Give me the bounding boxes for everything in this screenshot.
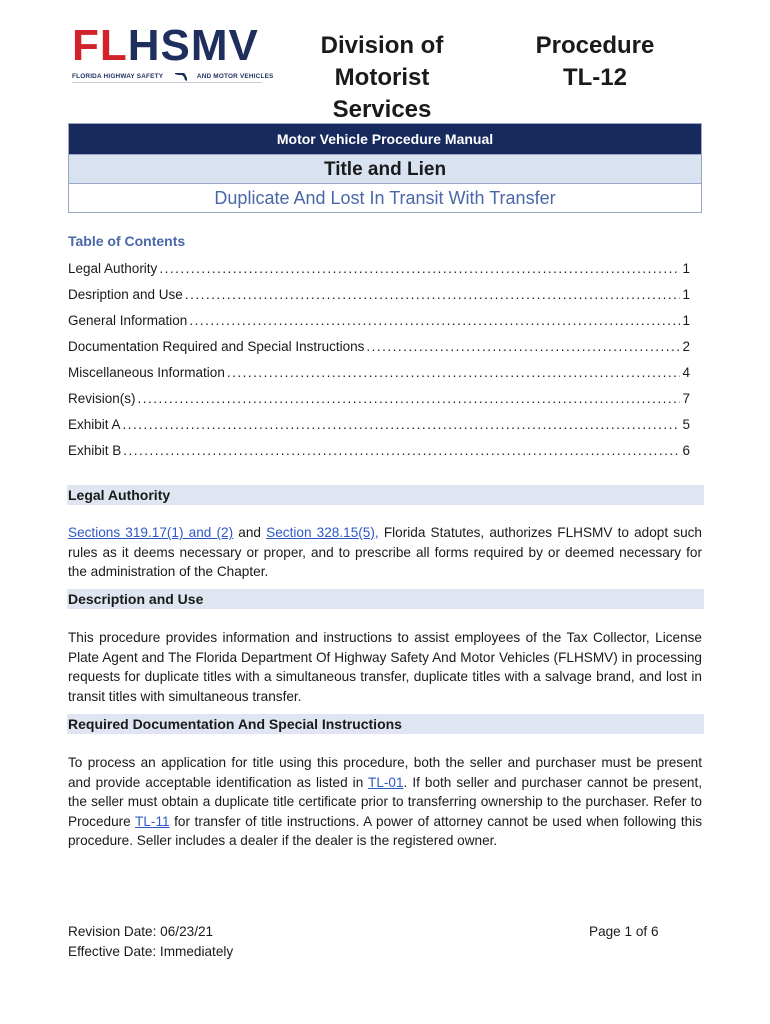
toc-item-page: 1 — [682, 287, 690, 302]
footer-dates — [68, 922, 233, 962]
toc-item-page: 2 — [682, 339, 690, 354]
florida-map-icon — [175, 72, 189, 81]
legal-and: and — [233, 525, 267, 540]
toc-item-page: 7 — [682, 391, 690, 406]
toc-item[interactable] — [68, 440, 690, 466]
division-line-1: Division of — [320, 32, 444, 59]
required-documentation-text — [68, 753, 702, 851]
procedure-line-1: Procedure — [535, 32, 655, 59]
document-subtitle: Duplicate And Lost In Transit With Transfer — [69, 184, 701, 212]
toc-item[interactable] — [68, 284, 690, 310]
logo-tagline-right: AND MOTOR VEHICLES — [196, 73, 274, 81]
sections-319-link[interactable]: Sections 319.17(1) and (2) — [68, 525, 234, 540]
division-line-2: Motorist Services — [332, 64, 432, 123]
toc-leader — [185, 284, 681, 306]
document-header — [0, 0, 770, 123]
toc-heading: Table of Contents — [68, 233, 186, 249]
toc-item-page: 1 — [682, 313, 690, 328]
description-heading: Description and Use — [67, 589, 704, 609]
manual-name: Motor Vehicle Procedure Manual — [69, 124, 701, 154]
procedure-number — [520, 30, 670, 94]
revision-date: Revision Date: 06/23/21 — [68, 924, 214, 939]
toc-item[interactable] — [68, 310, 690, 336]
toc-item-page: 1 — [682, 261, 690, 276]
toc-item[interactable] — [68, 388, 690, 414]
section-328-link[interactable]: Section 328.15(5), — [266, 525, 379, 540]
toc-item-label: Desription and Use — [68, 287, 183, 302]
logo-wordmark — [72, 21, 259, 70]
logo-tagline-left: FLORIDA HIGHWAY SAFETY — [72, 73, 164, 81]
description-text: This procedure provides information and instructions to assist employees of the Tax Collector, License Plate Agent and The Florida Department Of Highway Safety And Motor Vehicles (FLHSMV) in processing requests for duplicate titles with a simultaneous transfer, duplicate titles with a salvage brand, and lost in transit titles with simultaneous transfer. — [68, 630, 702, 704]
toc-item-label: Exhibit A — [68, 417, 121, 432]
flhsmv-logo — [72, 21, 274, 92]
toc-leader — [138, 388, 681, 410]
toc-leader — [189, 310, 680, 332]
toc-item-label: General Information — [68, 313, 188, 328]
procedure-line-2: TL-12 — [562, 64, 627, 91]
table-of-contents — [68, 258, 690, 466]
toc-item-page: 4 — [682, 365, 690, 380]
tl-11-link[interactable]: TL-11 — [135, 813, 170, 829]
legal-authority-text — [68, 523, 702, 582]
toc-item-label: Miscellaneous Information — [68, 365, 225, 380]
toc-item-label: Documentation Required and Special Instructions — [68, 339, 365, 354]
toc-item[interactable] — [68, 362, 690, 388]
toc-item-label: Exhibit B — [68, 443, 122, 458]
toc-item-page: 5 — [682, 417, 690, 432]
required-body-3: for transfer of title instructions. A power of attorney cannot be used when following this procedure. Seller includes a dealer if the dealer is the registered owner. — [68, 813, 703, 849]
logo-tagline — [72, 72, 284, 81]
tl-01-link[interactable]: TL-01 — [368, 774, 404, 790]
toc-leader — [159, 258, 680, 280]
toc-item[interactable] — [68, 336, 690, 362]
toc-item-label: Revision(s) — [68, 391, 136, 406]
toc-item[interactable] — [68, 258, 690, 284]
logo-hsmv: HSMV — [127, 21, 259, 70]
page-number: Page 1 of 6 — [589, 924, 659, 939]
toc-item-page: 6 — [682, 443, 690, 458]
document-title: Title and Lien — [69, 154, 701, 184]
effective-date: Effective Date: Immediately — [68, 944, 234, 959]
toc-item[interactable] — [68, 414, 690, 440]
legal-body: Florida Statutes, authorizes FLHSMV to adopt such rules as it deems necessary or proper, and to prescribe all forms required by or deemed necessary for the administration of the Chapter. — [68, 525, 702, 580]
toc-leader — [123, 414, 681, 436]
toc-item-label: Legal Authority — [68, 261, 158, 276]
title-box — [68, 123, 702, 213]
required-body-2: . If both seller and purchaser cannot be present, the seller must obtain a duplicate title certificate prior to transferring ownership to the purchaser. Refer to Procedure — [68, 774, 703, 829]
required-body-1: To process an application for title using this procedure, both the seller and purchaser must be present and provide acceptable identification as listed in — [68, 755, 702, 790]
toc-leader — [123, 440, 680, 462]
toc-leader — [366, 336, 680, 358]
required-documentation-heading: Required Documentation And Special Instructions — [67, 714, 704, 734]
division-title — [282, 30, 482, 126]
toc-leader — [227, 362, 681, 384]
legal-authority-heading: Legal Authority — [67, 485, 704, 505]
logo-divider — [72, 82, 262, 83]
logo-fl: FL — [72, 21, 128, 70]
